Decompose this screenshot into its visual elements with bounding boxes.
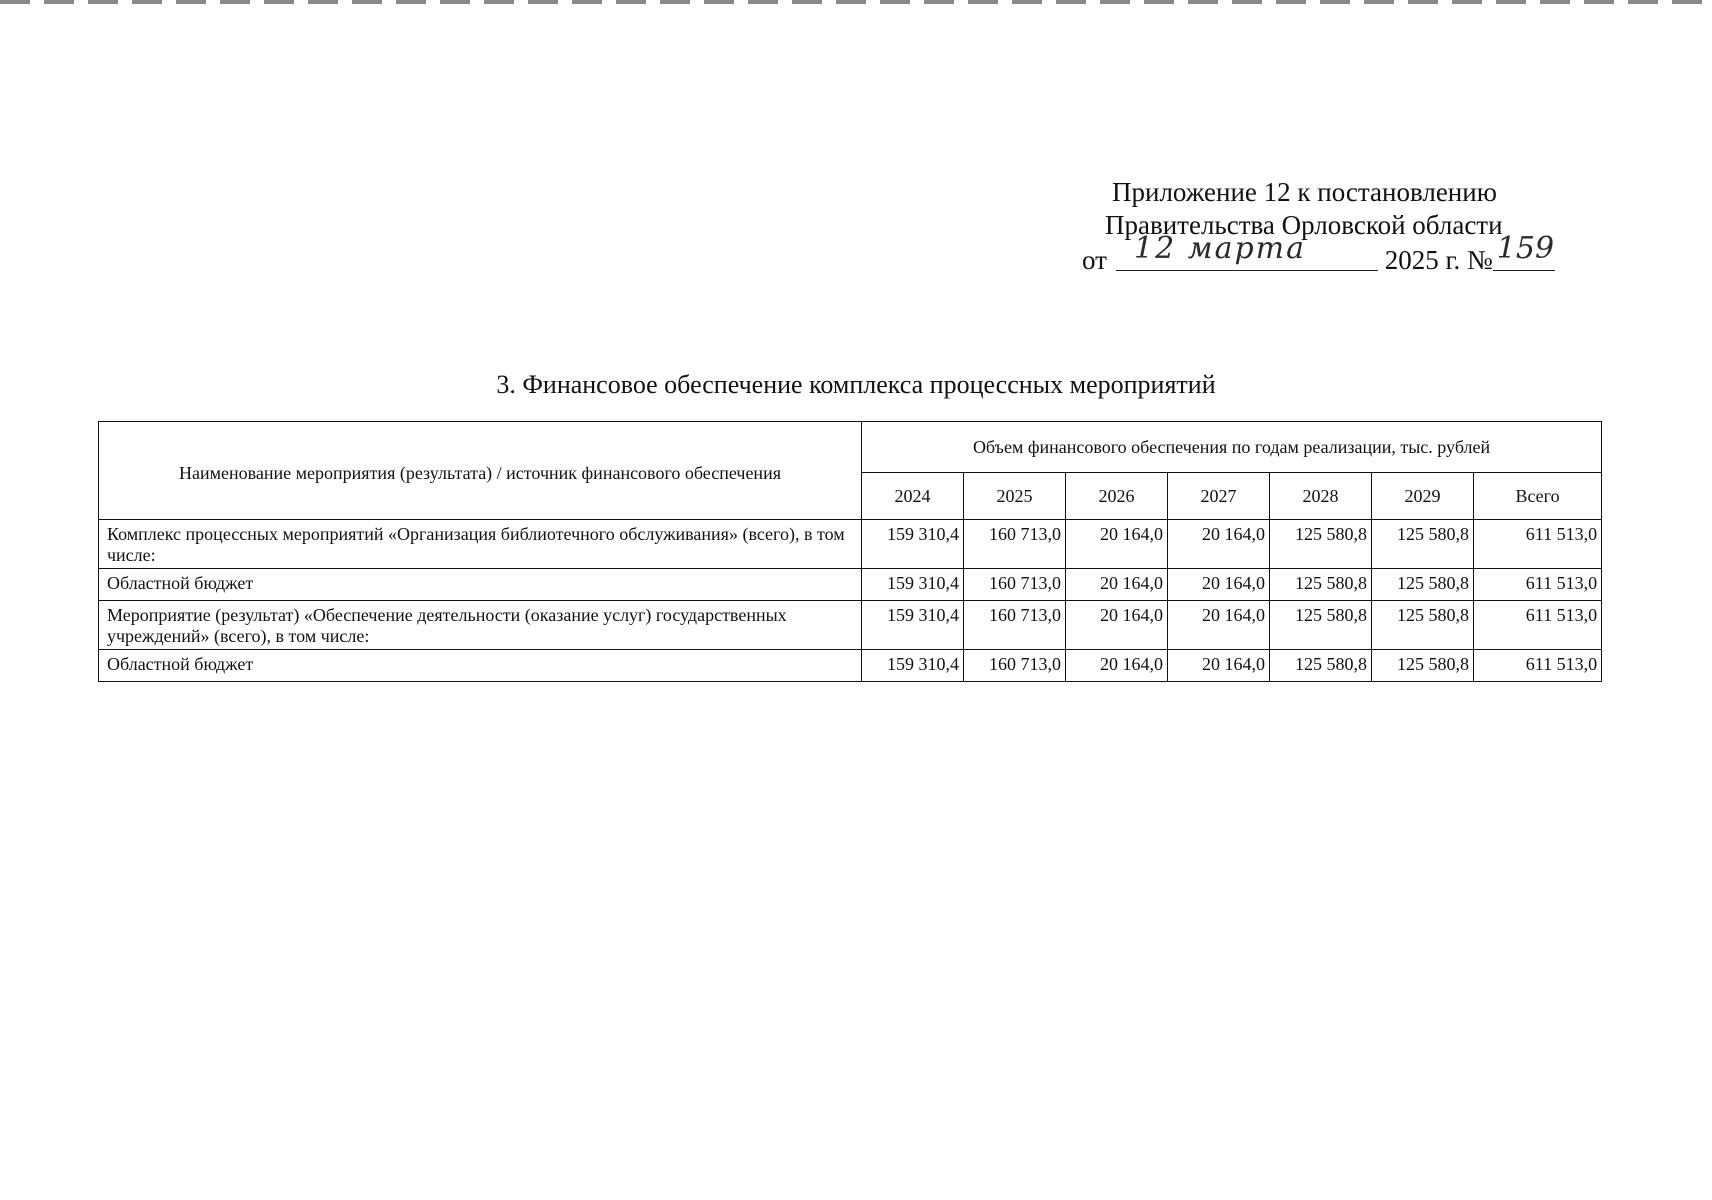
table-row: [99, 520, 1602, 569]
year-number-label: 2025 г. №: [1384, 245, 1493, 275]
value-cell: 160 713,0: [964, 650, 1066, 682]
value-cell: 160 713,0: [964, 601, 1066, 650]
value-cell: 125 580,8: [1372, 650, 1474, 682]
handwritten-date: 12 марта: [1134, 231, 1307, 266]
approval-line-1: Приложение 12 к постановлению: [1112, 177, 1497, 207]
value-cell: 125 580,8: [1270, 569, 1372, 601]
approval-line-3: [1082, 231, 1555, 277]
value-cell: 611 513,0: [1474, 520, 1602, 569]
row-name-cell: Областной бюджет: [99, 569, 862, 601]
value-cell: 20 164,0: [1066, 520, 1168, 569]
year-column-header: 2026: [1066, 473, 1168, 520]
value-cell: 611 513,0: [1474, 601, 1602, 650]
value-cell: 611 513,0: [1474, 650, 1602, 682]
number-field: [1493, 231, 1555, 271]
value-cell: 20 164,0: [1168, 569, 1270, 601]
value-cell: 20 164,0: [1066, 569, 1168, 601]
value-cell: 159 310,4: [862, 650, 964, 682]
year-column-header: 2028: [1270, 473, 1372, 520]
value-cell: 160 713,0: [964, 569, 1066, 601]
table-row: [99, 650, 1602, 682]
table-row: [99, 601, 1602, 650]
year-column-header: 2029: [1372, 473, 1474, 520]
value-cell: 20 164,0: [1066, 601, 1168, 650]
value-cell: 611 513,0: [1474, 569, 1602, 601]
handwritten-number: 159: [1496, 231, 1555, 266]
value-cell: 159 310,4: [862, 601, 964, 650]
name-column-header: Наименование мероприятия (результата) / источник финансового обеспечения: [99, 422, 862, 520]
from-label: от: [1082, 245, 1107, 275]
year-column-header: 2024: [862, 473, 964, 520]
value-cell: 20 164,0: [1168, 650, 1270, 682]
value-cell: 125 580,8: [1270, 650, 1372, 682]
financing-table: [98, 421, 1602, 682]
value-cell: 20 164,0: [1168, 601, 1270, 650]
year-column-header: 2025: [964, 473, 1066, 520]
row-name-cell: Мероприятие (результат) «Обеспечение деятельности (оказание услуг) государственных учреждений» (всего), в том числе:: [99, 601, 862, 650]
value-cell: 125 580,8: [1372, 601, 1474, 650]
row-name-cell: Комплекс процессных мероприятий «Организация библиотечного обслуживания» (всего), в том числе:: [99, 520, 862, 569]
value-cell: 125 580,8: [1372, 520, 1474, 569]
value-cell: 159 310,4: [862, 569, 964, 601]
value-cell: 20 164,0: [1066, 650, 1168, 682]
approval-line-2: Правительства Орловской области: [1105, 210, 1503, 240]
row-name-cell: Областной бюджет: [99, 650, 862, 682]
funding-volume-header: Объем финансового обеспечения по годам реализации, тыс. рублей: [862, 422, 1602, 473]
value-cell: 160 713,0: [964, 520, 1066, 569]
date-field: [1116, 231, 1378, 271]
value-cell: 125 580,8: [1372, 569, 1474, 601]
table-row: [99, 569, 1602, 601]
year-column-header: Всего: [1474, 473, 1602, 520]
value-cell: 125 580,8: [1270, 601, 1372, 650]
year-column-header: 2027: [1168, 473, 1270, 520]
value-cell: 125 580,8: [1270, 520, 1372, 569]
document-title: 3. Финансовое обеспечение комплекса процессных мероприятий: [496, 370, 1216, 399]
value-cell: 20 164,0: [1168, 520, 1270, 569]
value-cell: 159 310,4: [862, 520, 964, 569]
scan-edge-noise: [0, 0, 1712, 4]
